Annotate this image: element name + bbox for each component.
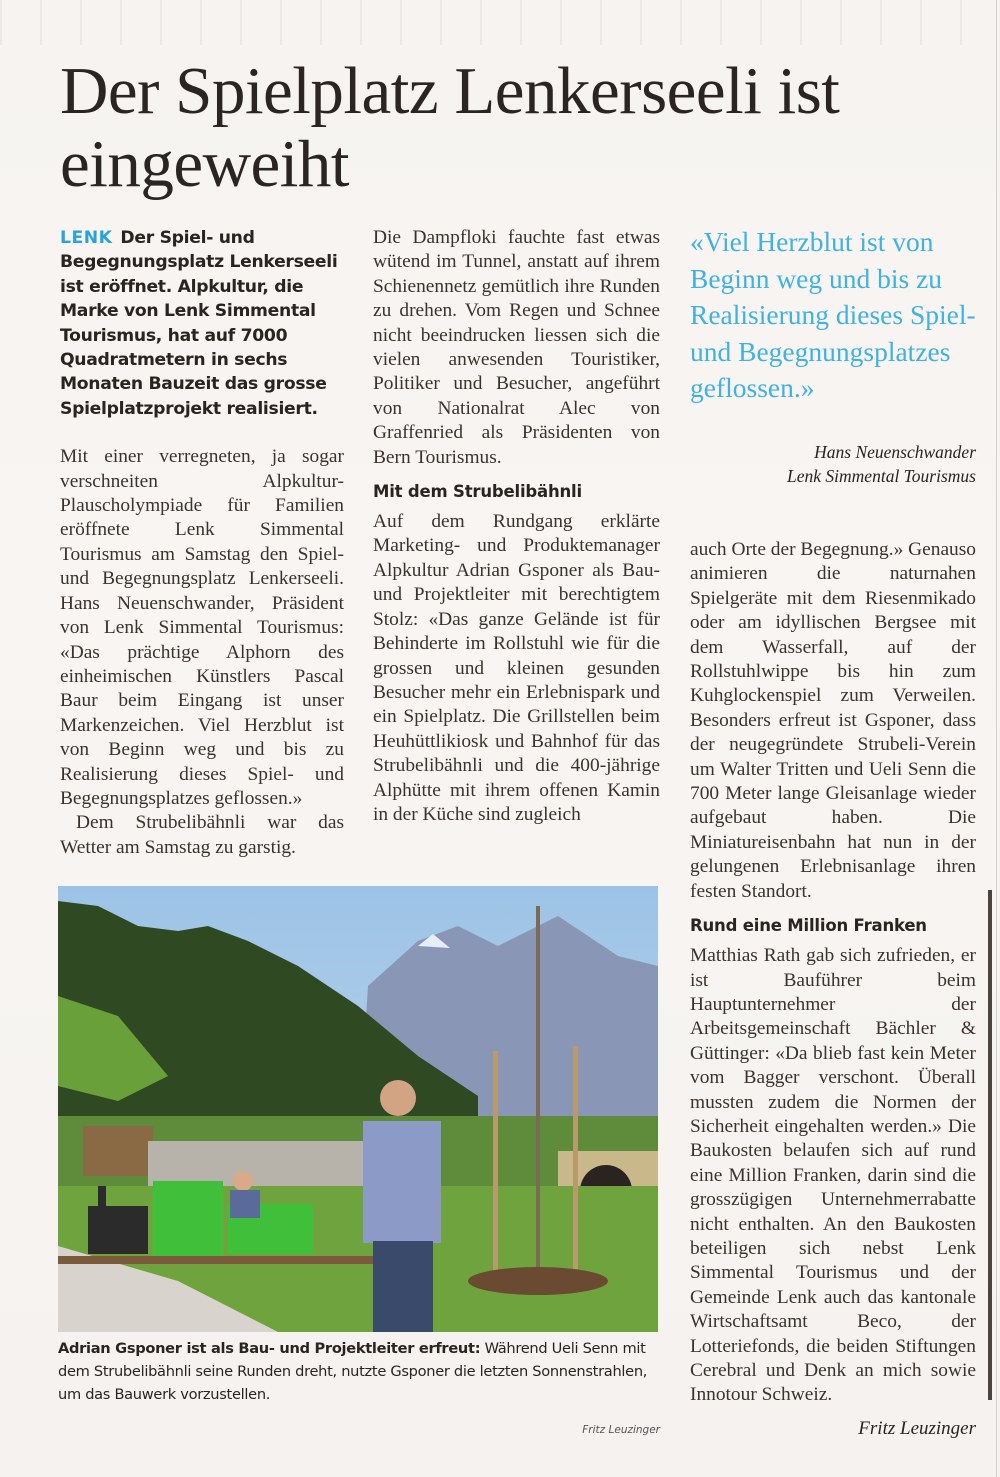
column-3 — [690, 538, 976, 1408]
man-jeans — [373, 1241, 433, 1332]
man-checked-shirt — [363, 1121, 441, 1243]
adjacent-ad-border — [988, 890, 992, 1400]
attribution-org: Lenk Simmental Tourismus — [787, 466, 976, 486]
photo-illustration — [58, 886, 658, 1332]
photo-caption — [58, 1337, 663, 1406]
locomotive-boiler — [88, 1206, 148, 1254]
body-paragraph: Dem Strubelibähnli war das Wetter am Samstag zu garstig. — [60, 812, 344, 858]
caption-text: Während Ueli Senn mit dem Strubelibähnli seine Runden dreht, nutzte Gsponer die letzten Sonnenstrahlen, um das Bauwerk vorzustellen. — [58, 1340, 648, 1403]
locomotive-chimney — [98, 1186, 106, 1208]
subheading: Mit dem Strubelibähnli — [373, 482, 582, 502]
subheading: Rund eine Million Franken — [690, 916, 927, 936]
caption-bold: Adrian Gsponer ist als Bau- und Projektleiter erfreut: — [58, 1340, 481, 1357]
body-paragraph: Matthias Rath gab sich zufrieden, er ist Bauführer beim Hauptunternehmer der Arbeitsgemeinschaft Bächler & Güttinger: «Da blieb fast kein Meter vom Bagger verschont. Überall mussten zudem die Normen der Sicherheit eingehalten werden.» Die Baukosten belaufen sich auf rund eine Million Franken, darin sind die grosszügigen Unternehmerrabatte nicht enthalten. An den Baukosten beteiligen sich nebst Lenk Simmental Tourismus und der Gemeinde Lenk auch das kantonale Wirtschaftsamt Beco, der Lotteriefonds, die beiden Stiftungen Cerebral und Denk an mich sowie Innotour Schweiz. — [690, 945, 976, 1406]
young-tree — [536, 906, 540, 1276]
article-photo — [58, 886, 658, 1332]
wooden-hut — [83, 1126, 153, 1176]
man-head — [380, 1080, 416, 1116]
body-paragraph: auch Orte der Begegnung.» Genauso animieren die naturnahen Spielgeräte mit dem Riesenmikado oder am idyllischen Bergsee mit dem Wasserfall, auf der Rollstuhlwippe bis hin zum Kuhglockenspiel zum Verweilen. Besonders erfreut ist Gsponer, dass der neugegründete Strubeli-Verein um Walter Tritten und Ueli Senn die 700 Meter lange Gleisanlage wieder aufgebaut haben. Die Miniatureisenbahn hat nun in der gelungenen Erlebnisanlage ihren festen Standort. — [690, 539, 976, 902]
article-byline: Fritz Leuzinger — [858, 1418, 976, 1439]
dateline: LENK — [60, 228, 113, 248]
train-driver-body — [230, 1190, 260, 1218]
spacer — [60, 421, 344, 445]
body-paragraph: Auf dem Rundgang erklärte Marketing- und Produktemanager Alpkultur Adrian Gsponer als Bau- und Projektleiter mit berechtigtem Stolz: «Das ganze Gelände ist für Behinderte im Rollstuhl wie für die grossen und kleinen gesunden Besucher mehr ein Erlebnispark und ein Spielplatz. Die Grillstellen beim Heuhüttlikiosk und Bahnhof für das Strubelibähnli und die 400-jährige Alphütte mit ihrem offenen Kamin in der Küche sind zugleich — [373, 511, 660, 825]
lede-text: Der Spiel- und Begegnungsplatz Lenkerseeli ist eröffnet. Alpkultur, die Marke von Lenk Simmental Tourismus, hat auf 7000 Quadratmetern in sechs Monaten Bauzeit das grosse Spielplatzprojekt realisiert. — [60, 228, 338, 419]
mulch-bed — [468, 1267, 608, 1295]
photo-credit: Fritz Leuzinger — [582, 1424, 660, 1436]
rail-track — [58, 1256, 388, 1264]
locomotive-cab — [153, 1181, 223, 1256]
tree-stake — [573, 1046, 578, 1276]
pull-quote-attribution — [690, 440, 976, 488]
column-2 — [373, 226, 660, 827]
attribution-name: Hans Neuenschwander — [814, 442, 976, 462]
page-edge-rule — [996, 0, 997, 1477]
train-driver-head — [233, 1171, 253, 1191]
column-1 — [60, 226, 344, 860]
article-lede — [60, 226, 344, 421]
tree-stake — [493, 1051, 498, 1281]
article-headline: Der Spielplatz Lenkerseeli ist eingeweiht — [60, 54, 840, 201]
bleed-through-artifact — [0, 0, 1000, 45]
pull-quote: «Viel Herzblut ist von Beginn weg und bis zu Realisierung dieses Spiel- und Begegnungsplatzes geflossen.» — [690, 226, 976, 403]
body-paragraph: Die Dampfloki fauchte fast etwas wütend im Tunnel, anstatt auf ihrem Schienennetz gemütlich ihre Runden zu drehen. Vom Regen und Schnee nicht beeindrucken liessen sich die vielen anwesenden Touristiker, Politiker und Besucher, angeführt von Nationalrat Alec von Graffenried als Präsidenten von Bern Tourismus. — [373, 227, 660, 468]
body-paragraph: Mit einer verregneten, ja sogar verschneiten Alpkultur-Plauscholympiade für Familien eröffnete Lenk Simmental Tourismus am Samstag den Spiel- und Begegnungsplatz Lenkerseeli. Hans Neuenschwander, Präsident von Lenk Simmental Tourismus: «Das prächtige Alphorn des einheimischen Künstlers Pascal Baur beim Eingang ist unser Markenzeichen. Viel Herzblut ist von Beginn weg und bis zu Realisierung dieses Spiel- und Begegnungsplatzes geflossen.» — [60, 446, 344, 809]
